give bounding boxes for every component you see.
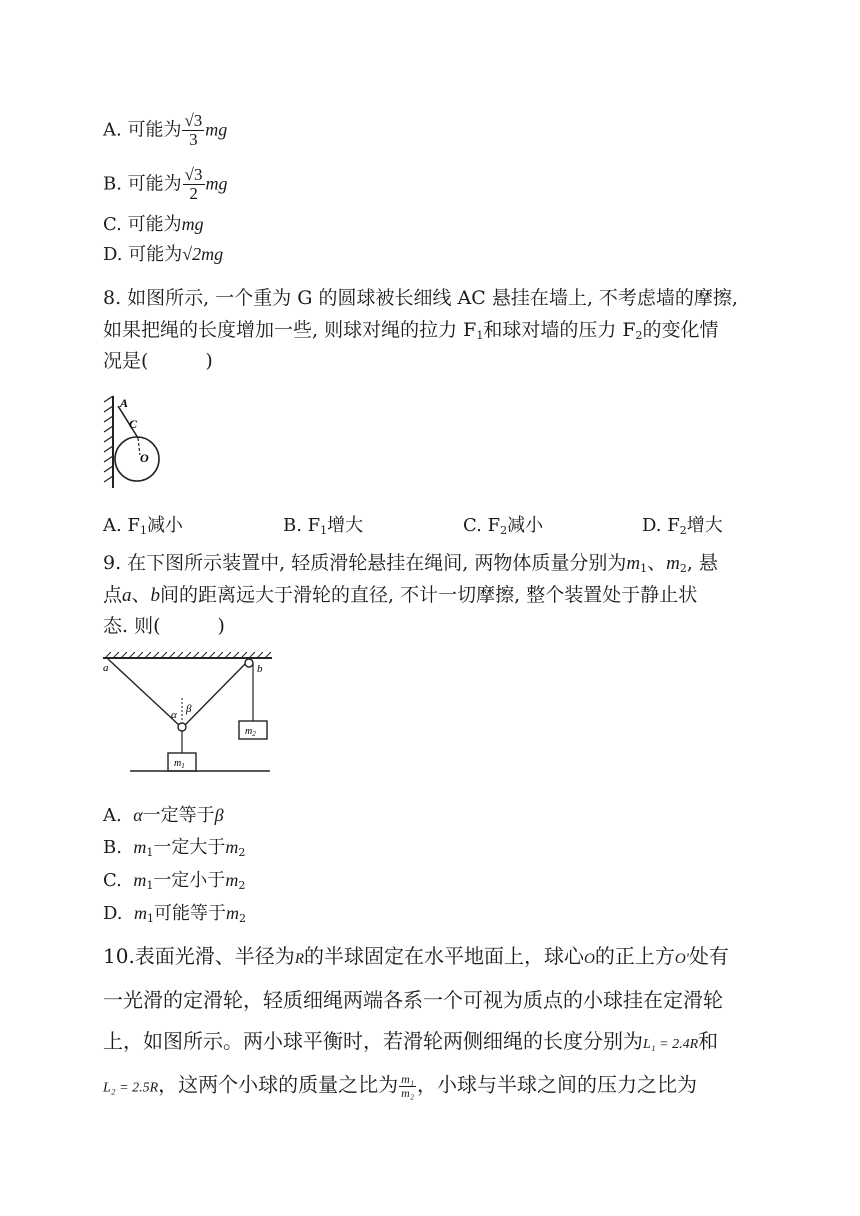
math-m: m [626, 553, 641, 574]
math-m: m [133, 870, 147, 890]
math-a: a [122, 585, 132, 606]
label-a: A [120, 396, 129, 410]
text: C. F [463, 515, 501, 536]
q9-stem-line3: 态. 则( ) [103, 615, 225, 637]
text: 和球对墙的压力 F [483, 319, 636, 341]
text: 一定小于 [153, 870, 226, 891]
math-m: m [133, 903, 147, 923]
text: 点 [103, 584, 123, 606]
numerator: √3 [184, 165, 203, 184]
subscript: 1 [139, 524, 147, 537]
option-prefix: D. 可能为 [103, 244, 183, 265]
q10-stem-line4 [103, 1073, 697, 1099]
subscript: 1 [146, 912, 154, 925]
math-l2: L₂ = 2.5R [103, 1080, 159, 1096]
q8-option-c [463, 511, 543, 537]
q8-option-d [642, 511, 723, 537]
text: 如果把绳的长度增加一些, 则球对绳的拉力 F [103, 319, 477, 341]
q9-stem-line1 [103, 554, 718, 574]
q8-option-a [103, 511, 183, 537]
text: 增大 [327, 515, 364, 536]
denominator: 2 [189, 183, 198, 203]
option-prefix: A. [103, 805, 122, 826]
text: 的正上方 [594, 944, 675, 968]
text: 的半球固定在水平地面上，球心 [303, 944, 584, 968]
text: 间的距离远大于滑轮的直径, 不计一切摩擦, 整个装置处于静止状 [160, 584, 698, 606]
label-a: a [103, 662, 109, 674]
text: 、 [647, 552, 667, 574]
mass-ratio-fraction [399, 1073, 416, 1099]
label-b: b [257, 663, 263, 675]
subscript: 2 [679, 524, 687, 537]
label-o: O [140, 451, 149, 465]
subscript: 2 [252, 730, 256, 738]
math-o-prime: O' [674, 951, 689, 967]
q9-option-d [103, 904, 246, 924]
math-m: m [225, 903, 239, 923]
fixed-pulley [245, 659, 253, 667]
option-prefix: D. [103, 903, 123, 924]
math-m: m [666, 553, 680, 574]
subscript: 2 [500, 524, 508, 537]
fraction [182, 112, 204, 149]
text: 一定大于 [153, 837, 226, 858]
q8-stem-line1: 8. 如图所示, 一个重为 G 的圆球被长细线 AC 悬挂在墙上, 不考虑墙的摩擦, [103, 287, 738, 309]
subscript: 1 [320, 524, 328, 537]
option-prefix: A. 可能为 [103, 119, 182, 141]
ball-outline [115, 437, 159, 481]
math-term: √2mg [182, 244, 224, 264]
text: 一定等于 [142, 805, 215, 826]
q10-stem-line2: 一光滑的定滑轮，轻质细绳两端各系一个可视为质点的小球挂在定滑轮 [103, 988, 723, 1012]
fraction [183, 166, 205, 203]
rope-left [108, 659, 180, 726]
q8-stem-line2 [103, 321, 719, 341]
q7-option-c [103, 215, 204, 234]
label-alpha: α [171, 709, 177, 721]
subscript: 1 [181, 762, 185, 770]
math-m: m [133, 837, 147, 857]
q8-wall-ball-figure [100, 392, 170, 490]
q7-option-b [103, 166, 228, 203]
text: 和 [698, 1029, 719, 1053]
math-term: mg [205, 173, 228, 194]
text: 10.表面光滑、半径为 [103, 944, 295, 968]
text: , 悬 [686, 552, 718, 574]
subscript: 2 [238, 846, 246, 859]
q9-pulley-figure [100, 650, 285, 775]
math-term: mg [205, 119, 228, 140]
subscript: 1 [640, 562, 648, 575]
q9-option-a [103, 806, 224, 825]
text: 减小 [507, 515, 544, 536]
subscript: 2 [238, 879, 246, 892]
q9-option-b [103, 838, 245, 858]
subscript: 2 [635, 329, 643, 342]
q8-option-b [283, 511, 363, 537]
text: 处有 [688, 944, 729, 968]
q8-stem-line3: 况是( ) [103, 350, 213, 372]
q10-stem-line1 [103, 946, 729, 967]
text: 的变化情 [642, 319, 719, 341]
math-r: R [294, 951, 304, 967]
math-o: O [583, 951, 595, 967]
q9-stem-line2 [103, 586, 697, 605]
option-prefix: B. 可能为 [103, 173, 182, 195]
m-symbol: m [174, 758, 182, 769]
q7-option-a [103, 112, 227, 149]
text: ，小球与半球之间的压力之比为 [417, 1072, 697, 1097]
subscript: 2 [238, 912, 246, 925]
denominator: m₂ [401, 1085, 414, 1100]
q9-option-c [103, 871, 245, 891]
option-prefix: B. [103, 837, 122, 858]
subscript: 2 [679, 562, 687, 575]
text: 9. 在下图所示装置中, 轻质滑轮悬挂在绳间, 两物体质量分别为 [103, 552, 627, 574]
math-b: b [150, 585, 161, 606]
subscript: 1 [476, 329, 484, 342]
q10-stem-line3 [103, 1031, 718, 1052]
m-symbol: m [245, 726, 253, 737]
math-beta: β [214, 805, 224, 825]
subscript: 1 [146, 846, 154, 859]
text: B. F [283, 515, 321, 536]
q7-option-d [103, 245, 223, 264]
math-m: m [225, 870, 239, 890]
math-m: m [225, 837, 239, 857]
subscript: 1 [146, 879, 154, 892]
text: 减小 [146, 515, 183, 536]
denominator: 3 [189, 129, 198, 149]
label-c: C [129, 417, 138, 431]
math-l1: L₁ = 2.4R [643, 1037, 699, 1052]
numerator: m₁ [401, 1072, 414, 1086]
option-prefix: C. 可能为 [103, 214, 182, 235]
option-prefix: C. [103, 870, 122, 891]
math-term: mg [181, 214, 204, 234]
text: 上，如图所示。两小球平衡时，若滑轮两侧细绳的长度分别为 [103, 1029, 643, 1053]
movable-pulley [178, 723, 186, 731]
wall-hatch [104, 396, 113, 482]
math-alpha: α [133, 805, 143, 825]
text: A. F [103, 515, 140, 536]
text: D. F [642, 515, 680, 536]
label-beta: β [186, 703, 192, 715]
text: 、 [131, 584, 151, 606]
numerator: √3 [184, 111, 203, 130]
rope-right [184, 662, 247, 726]
text: 可能等于 [153, 903, 226, 924]
text: 增大 [686, 515, 723, 536]
text: ，这两个小球的质量之比为 [158, 1072, 399, 1097]
